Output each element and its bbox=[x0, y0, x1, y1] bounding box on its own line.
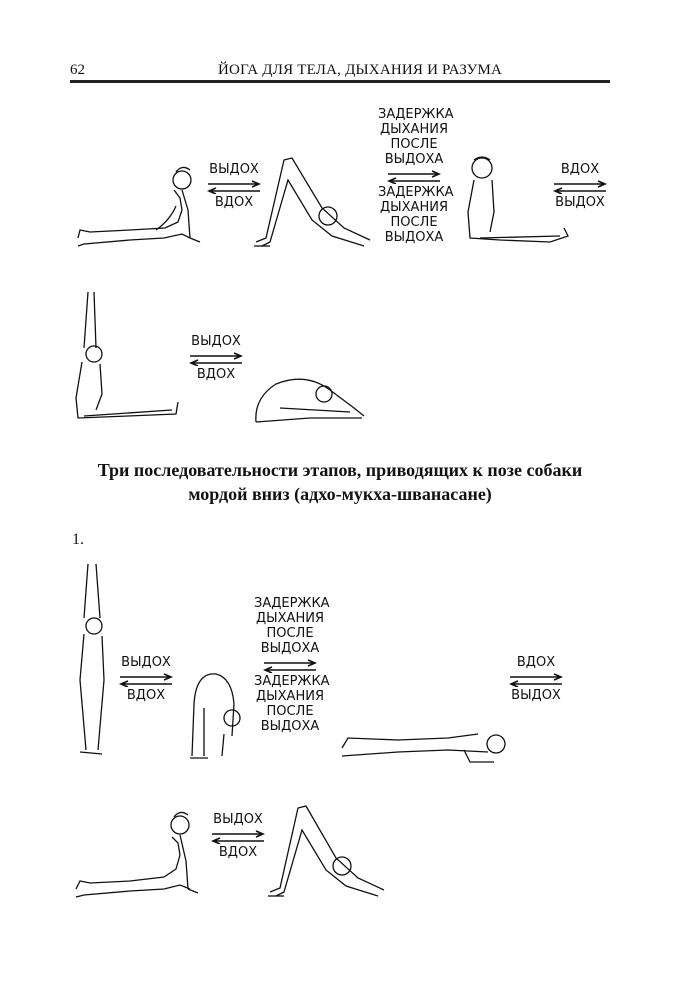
figure-caption bbox=[60, 458, 620, 507]
hold-label-line1: ЗАДЕРЖКА bbox=[254, 673, 330, 689]
bidirectional-arrows-icon bbox=[188, 352, 244, 366]
hold-label-line1: ЗАДЕРЖКА bbox=[378, 107, 454, 122]
hold-label-line3: ПОСЛЕ bbox=[390, 136, 438, 152]
caption-line2: мордой вниз (адхо-мукха-шванасане) bbox=[188, 484, 492, 505]
label-group-8 bbox=[210, 813, 266, 861]
hold-label-line3: ПОСЛЕ bbox=[390, 214, 438, 230]
hold-label-line2: ДЫХАНИЯ bbox=[380, 121, 448, 137]
exhale-label: ВЫДОХ bbox=[209, 162, 259, 177]
hold-label-line4: ВЫДОХА bbox=[384, 229, 444, 245]
hold-label-line3: ПОСЛЕ bbox=[266, 625, 314, 641]
label-group-6 bbox=[254, 596, 330, 735]
bidirectional-arrows-icon bbox=[118, 673, 174, 687]
bidirectional-arrows-icon bbox=[262, 659, 318, 673]
hold-label-line3: ПОСЛЕ bbox=[266, 703, 314, 719]
hold-label-line4: ВЫДОХА bbox=[260, 640, 320, 656]
bidirectional-arrows-icon bbox=[210, 830, 266, 844]
inhale-label: ВДОХ bbox=[214, 194, 254, 210]
header-rule bbox=[70, 80, 610, 83]
exhale-label: ВЫДОХ bbox=[191, 334, 241, 349]
label-group-2 bbox=[378, 107, 454, 246]
downward-dog-figure bbox=[252, 150, 382, 255]
hold-label-line2: ДЫХАНИЯ bbox=[256, 688, 324, 704]
page-header bbox=[70, 58, 610, 82]
plank-pose-figure bbox=[338, 722, 518, 767]
running-title: ЙОГА ДЛЯ ТЕЛА, ДЫХАНИЯ И РАЗУМА bbox=[218, 62, 503, 78]
inhale-label: ВДОХ bbox=[516, 655, 556, 670]
hold-label-line4: ВЫДОХА bbox=[260, 718, 320, 734]
inhale-label: ВДОХ bbox=[196, 366, 236, 382]
hold-label-line1: ЗАДЕРЖКА bbox=[378, 184, 454, 200]
bidirectional-arrows-icon bbox=[508, 673, 564, 687]
label-group-4 bbox=[188, 335, 244, 383]
inhale-label: ВДОХ bbox=[126, 687, 166, 703]
seated-forward-bend-figure bbox=[250, 368, 370, 428]
downward-dog-figure-2 bbox=[266, 800, 396, 905]
page-number: 62 bbox=[70, 62, 85, 78]
inhale-label: ВДОХ bbox=[560, 162, 600, 177]
standing-forward-bend-figure bbox=[182, 664, 247, 764]
exhale-label: ВЫДОХ bbox=[555, 194, 605, 210]
label-group-3 bbox=[552, 163, 608, 211]
hold-label-line4: ВЫДОХА bbox=[384, 151, 444, 167]
bidirectional-arrows-icon bbox=[552, 180, 608, 194]
inhale-label: ВДОХ bbox=[218, 844, 258, 860]
sequence-number: 1. bbox=[72, 531, 84, 548]
hold-label-line2: ДЫХАНИЯ bbox=[256, 610, 324, 626]
seated-arms-up-figure bbox=[68, 288, 183, 428]
label-group-7 bbox=[508, 656, 564, 704]
hold-label-line1: ЗАДЕРЖКА bbox=[254, 596, 330, 611]
exhale-label: ВЫДОХ bbox=[213, 812, 263, 827]
exhale-label: ВЫДОХ bbox=[121, 655, 171, 670]
caption-line1: Три последовательности этапов, приводящих к позе собаки bbox=[97, 460, 583, 480]
standing-arms-up-figure bbox=[72, 560, 117, 760]
cobra-pose-figure-2 bbox=[70, 805, 210, 905]
hold-label-line2: ДЫХАНИЯ bbox=[380, 199, 448, 215]
label-group-5 bbox=[118, 656, 174, 704]
exhale-label: ВЫДОХ bbox=[511, 687, 561, 703]
cobra-pose-figure bbox=[70, 150, 210, 255]
bidirectional-arrows-icon bbox=[386, 170, 442, 184]
